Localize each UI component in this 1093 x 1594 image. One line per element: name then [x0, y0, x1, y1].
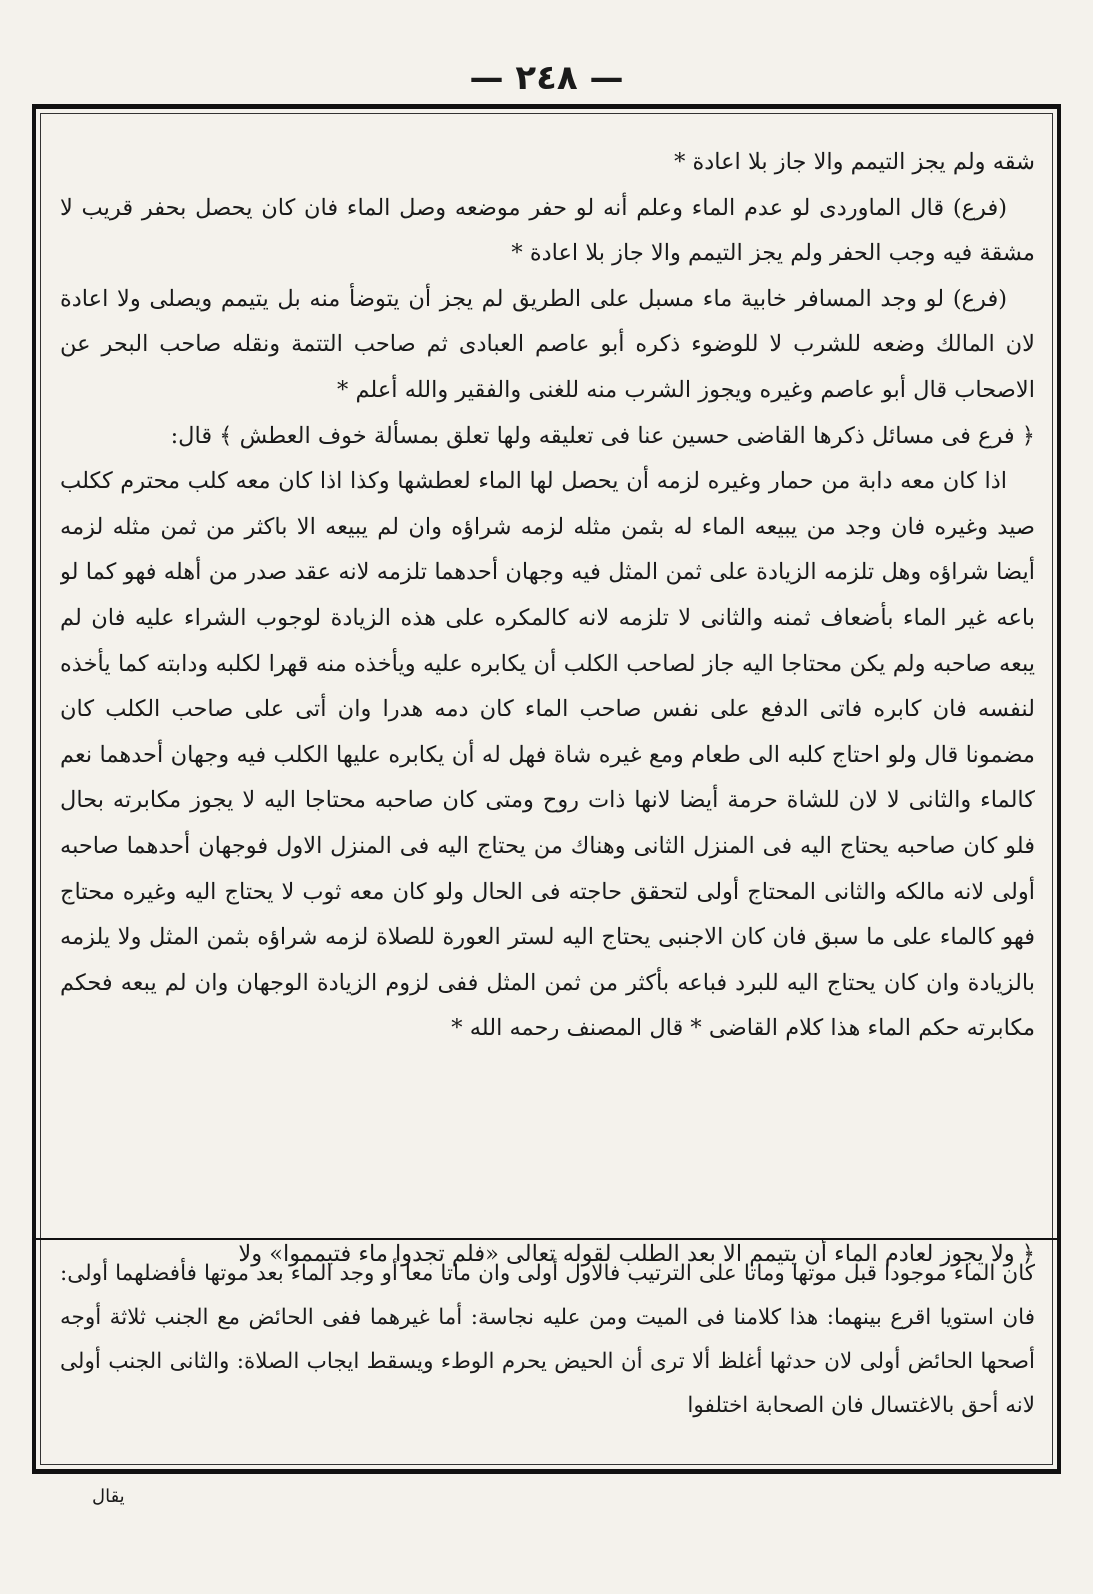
paragraph: شقه ولم يجز التيمم والا جاز بلا اعادة *: [674, 149, 1035, 175]
footnote: [60, 1252, 1035, 1428]
section-heading: ﴿ فرع فى مسائل ذكرها القاضى حسين عنا فى تعليقه ولها تعلق بمسألة خوف العطش ﴾ قال:: [170, 422, 1035, 449]
page-number: — ٢٤٨ —: [469, 58, 624, 98]
paragraph: (فرع) قال الماوردى لو عدم الماء وعلم أنه لو حفر موضعه وصل الماء فان كان يحصل بحفر قريب لا مشقة فيه وجب الحفر ولم يجز التيمم والا جاز بلا اعادة *: [60, 194, 1035, 267]
footnote-text: كان الماء موجودا قبل موتها وماتا على الترتيب فالاول أولى وان ماتا معا أو وجد الماء بعد موتها فأفضلهما أولى: فان استويا اقرع بينهما: هذا كلامنا فى الميت ومن عليه نجاسة: أما غيرهما ففى الحائض مع الجنب ثلاثة أوجه أصحها الحائض أولى لان حدثها أغلظ ألا ترى أن الحيض يحرم الوطء ويسقط ايجاب الصلاة: والثانى الجنب أولى لانه أحق بالاغتسال فان الصحابة اختلفوا: [60, 1261, 1035, 1418]
catchword: يقال: [92, 1486, 125, 1507]
text-heading: ﴿ ولا يجوز لعادم الماء أن يتيمم الا بعد الطلب لقوله تعالى «فلم تجدوا ماء فتيمموا» ولا: [238, 1241, 1035, 1267]
paragraph: (فرع) لو وجد المسافر خابية ماء مسبل على الطريق لم يجز أن يتوضأ منه بل يتيمم ويصلى ولا اعادة لان المالك وضعه للشرب لا للوضوء ذكره أبو عاصم العبادى ثم صاحب التتمة ونقله صاحب البحر عن الاصحاب قال أبو عاصم وغيره ويجوز الشرب منه للغنى والفقير والله أعلم *: [60, 285, 1035, 403]
main-text: [60, 140, 1035, 1278]
footnote-separator: [36, 1238, 1057, 1240]
paragraph: اذا كان معه دابة من حمار وغيره لزمه أن يحصل لها الماء لعطشها وكذا اذا كان معه كلب محترم ككلب صيد وغيره فان وجد من يبيعه الماء له بثمن مثله لزمه شراؤه وان لم يبيعه الا باكثر من ثمن مثله لزمه أيضا شراؤه وهل تلزمه الزيادة على ثمن المثل فيه وجهان أحدهما تلزمه لانه عقد صدر من أهله فهو كما لو باعه غير الماء بأضعاف ثمنه والثانى لا تلزمه لانه كالمكره على هذه الزيادة لوجوب الشراء عليه فان لم يبعه صاحبه ولم يكن محتاجا اليه جاز لصاحب الكلب أن يكابره عليه ويأخذه منه قهرا لكلبه ودابته كما يأخذه لنفسه فان كابره فاتى الدفع على نفس صاحب الماء كان دمه هدرا وان أتى على صاحب الكلب كان مضمونا قال ولو احتاج كلبه الى طعام ومع غيره شاة فهل له أن يكابره عليها الكلب فيه وجهان أحدهما نعم كالماء والثانى لا لان للشاة حرمة أيضا لانها ذات روح ومتى كان صاحبه محتاجا اليه لا يجوز مكابرته بحال فلو كان صاحبه يحتاج اليه فى المنزل الثانى وهناك من يحتاج اليه فى المنزل الاول فوجهان أحدهما صاحبه أولى لانه مالكه والثانى المحتاج أولى لتحقق حاجته فى الحال ولو كان معه ثوب لا يحتاج اليه وغيره محتاج فهو كالماء على ما سبق فان كان الاجنبى يحتاج اليه لستر العورة للصلاة لزمه شراؤه بثمن المثل ولا يلزمه بالزيادة وان كان يحتاج اليه للبرد فباعه بأكثر من ثمن المثل ففى لزوم الزيادة الوجهان وان لم يبعه فحكم مكابرته حكم الماء هذا كلام القاضى * قال المصنف رحمه الله *: [60, 468, 1035, 1042]
